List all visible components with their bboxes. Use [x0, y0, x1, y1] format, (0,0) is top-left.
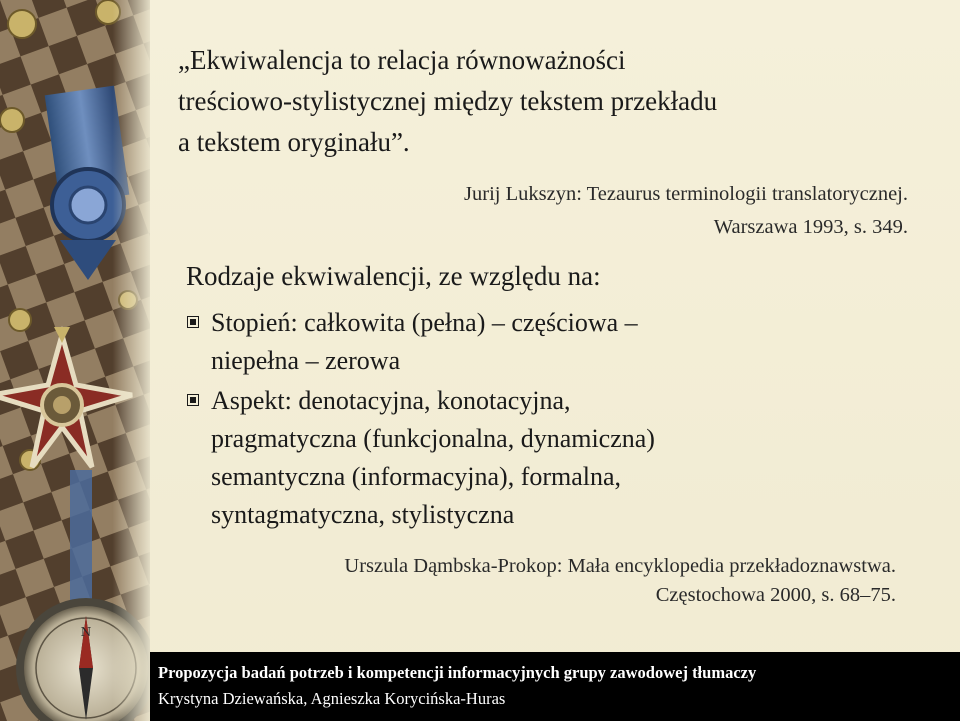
equivalence-types-list [186, 304, 926, 536]
quote-line: „Ekwiwalencja to relacja równoważności [178, 45, 626, 75]
definition-quote [178, 40, 918, 163]
footer-title: Propozycja badań potrzeb i kompetencji informacyjnych grupy zawodowej tłumaczy [158, 663, 757, 682]
square-bullet-icon [188, 317, 198, 327]
list-citation [196, 552, 896, 610]
bullet-line: pragmatyczna (funkcjonalna, dynamiczna) [211, 424, 655, 453]
citation-line: Urszula Dąmbska-Prokop: Mała encyklopedia przekładoznawstwa. [344, 555, 896, 577]
bullet-line: Aspekt: denotacyjna, konotacyjna, [211, 386, 571, 415]
footer-bar [150, 652, 960, 721]
citation-line: Częstochowa 2000, s. 68–75. [655, 584, 896, 606]
decorative-photo-strip [0, 0, 150, 721]
quote-line: treściowo-stylistycznej między tekstem przekładu [178, 86, 718, 116]
section-heading: Rodzaje ekwiwalencji, ze względu na: [186, 261, 601, 291]
bullet-line: Stopień: całkowita (pełna) – częściowa – [211, 308, 638, 337]
quote-line: a tekstem oryginału”. [178, 127, 410, 157]
square-bullet-icon [188, 395, 198, 405]
citation-line: Jurij Lukszyn: Tezaurus terminologii translatorycznej. [464, 183, 908, 205]
bullet-line: semantyczna (informacyjna), formalna, [211, 462, 622, 491]
footer-authors: Krystyna Dziewańska, Agnieszka Korycińska-Huras [158, 689, 506, 708]
bullet-line: syntagmatyczna, stylistyczna [211, 500, 515, 529]
list-item [186, 304, 926, 380]
citation-line: Warszawa 1993, s. 349. [713, 216, 908, 238]
bullet-line: niepełna – zerowa [211, 346, 401, 375]
list-item [186, 382, 926, 534]
quote-citation [308, 178, 908, 244]
